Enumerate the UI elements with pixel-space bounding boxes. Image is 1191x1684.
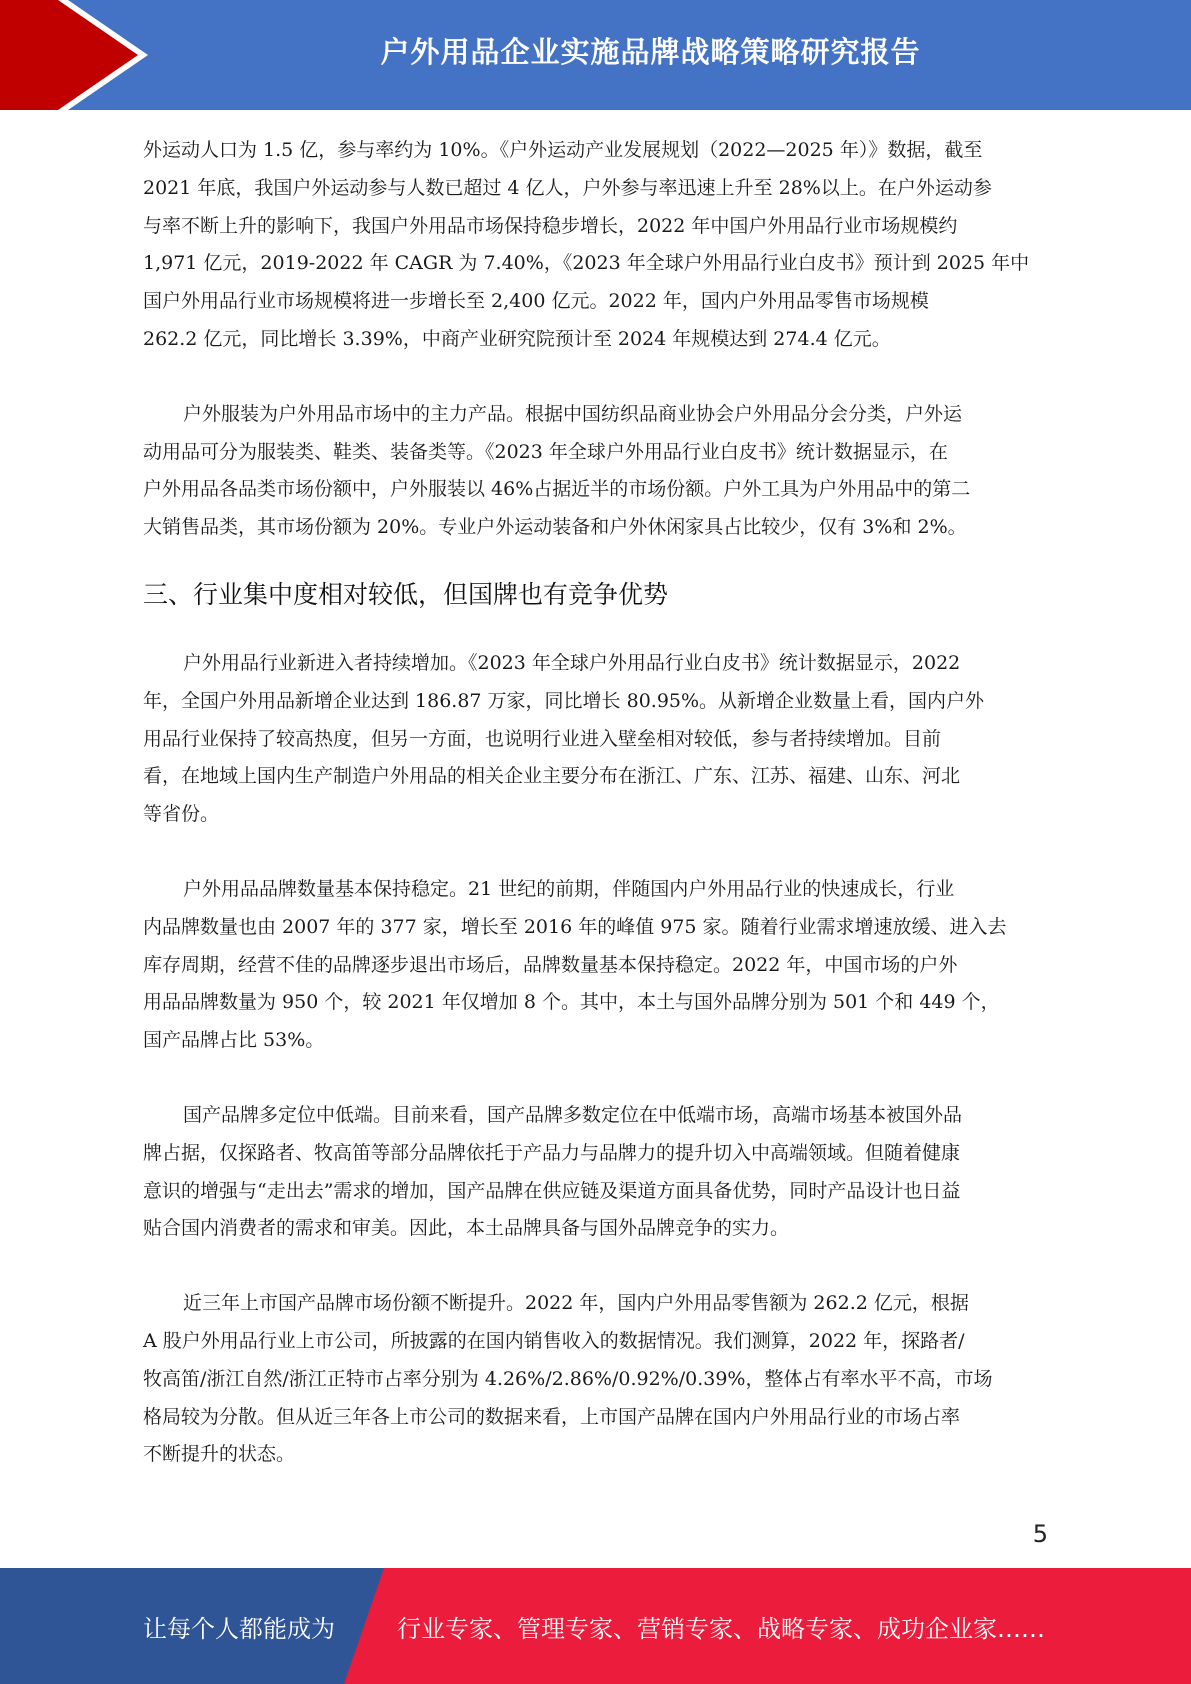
text-line: 等省份。 [143, 803, 220, 826]
text-line: 近三年上市国产品牌市场份额不断提升。2022 年，国内户外用品零售额为 262.2 亿元，根据 [183, 1292, 969, 1315]
text-line: A 股户外用品行业上市公司，所披露的在国内销售收入的数据情况。我们测算，2022 年，探路者/ [143, 1329, 965, 1352]
text-line: 贴合国内消费者的需求和审美。因此，本土品牌具备与国外品牌竞争的实力。 [143, 1217, 790, 1240]
text-line: 户外服装为户外用品市场中的主力产品。根据中国纺织品商业协会户外用品分会分类，户外运 [183, 402, 963, 425]
header-ribbon-icon [0, 0, 160, 110]
page-header [0, 0, 1191, 110]
paragraph-1 [143, 132, 1048, 359]
text-line: 库存周期，经营不佳的品牌逐步退出市场后，品牌数量基本保持稳定。2022 年，中国市场的户外 [143, 953, 958, 976]
text-line: 格局较为分散。但从近三年各上市公司的数据来看，上市国产品牌在国内户外用品行业的市场占率 [143, 1405, 961, 1428]
paragraph-6 [143, 1285, 1048, 1474]
paragraph-2 [143, 396, 1048, 547]
document-body [143, 132, 1048, 1474]
text-line: 用品品牌数量为 950 个，较 2021 年仅增加 8 个。其中，本土与国外品牌分别为 501 个和 449 个， [143, 991, 1000, 1014]
text-line: 用品行业保持了较高热度，但另一方面，也说明行业进入壁垒相对较低，参与者持续增加。目前 [143, 727, 942, 750]
text-line: 大销售品类，其市场份额为 20%。专业户外运动装备和户外休闲家具占比较少，仅有 3%和 2%。 [143, 516, 967, 539]
text-line: 看，在地域上国内生产制造户外用品的相关企业主要分布在浙江、广东、江苏、福建、山东、河北 [143, 765, 961, 788]
text-line: 不断提升的状态。 [143, 1443, 296, 1466]
text-line: 牧高笛/浙江自然/浙江正特市占率分别为 4.26%/2.86%/0.92%/0.39%，整体占有率水平不高，市场 [143, 1367, 993, 1390]
paragraph-5 [143, 1097, 1048, 1248]
paragraph-4 [143, 871, 1048, 1060]
text-line: 户外用品品牌数量基本保持稳定。21 世纪的前期，伴随国内户外用品行业的快速成长，行业 [183, 877, 955, 900]
paragraph-3 [143, 645, 1048, 834]
text-line: 国产品牌多定位中低端。目前来看，国产品牌多数定位在中低端市场，高端市场基本被国外品 [183, 1103, 963, 1126]
page-number: 5 [1032, 1520, 1048, 1548]
text-line: 动用品可分为服装类、鞋类、装备类等。《2023 年全球户外用品行业白皮书》统计数据显示，在 [143, 440, 948, 463]
report-title: 户外用品企业实施品牌战略策略研究报告 [380, 34, 921, 69]
text-line: 牌占据，仅探路者、牧高笛等部分品牌依托于产品力与品牌力的提升切入中高端领域。但随着健康 [143, 1141, 961, 1164]
footer-slogan-left: 让每个人都能成为 [143, 1614, 335, 1643]
text-line: 户外用品各品类市场份额中，户外服装以 46%占据近半的市场份额。户外工具为户外用品中的第二 [143, 478, 971, 501]
text-line: 内品牌数量也由 2007 年的 377 家，增长至 2016 年的峰值 975 家。随着行业需求增速放缓、进入去 [143, 915, 1007, 938]
text-line: 年，全国户外用品新增企业达到 186.87 万家，同比增长 80.95%。从新增企业数量上看，国内户外 [143, 689, 985, 712]
text-line: 262.2 亿元，同比增长 3.39%，中商产业研究院预计至 2024 年规模达到 274.4 亿元。 [143, 327, 891, 350]
text-line: 户外用品行业新进入者持续增加。《2023 年全球户外用品行业白皮书》统计数据显示，2022 [183, 651, 961, 674]
text-line: 意识的增强与“走出去”需求的增加，国产品牌在供应链及渠道方面具备优势，同时产品设计也日益 [143, 1179, 961, 1202]
text-line: 与率不断上升的影响下，我国户外用品市场保持稳步增长，2022 年中国户外用品行业市场规模约 [143, 214, 958, 237]
section-heading: 三、行业集中度相对较低，但国牌也有竞争优势 [143, 579, 669, 609]
text-line: 1,971 亿元，2019-2022 年 CAGR 为 7.40%，《2023 年全球户外用品行业白皮书》预计到 2025 年中 [143, 252, 1030, 275]
text-line: 国产品牌占比 53%。 [143, 1029, 325, 1052]
text-line: 国户外用品行业市场规模将进一步增长至 2,400 亿元。2022 年，国内户外用品零售市场规模 [143, 290, 929, 313]
footer-slogan-right: 行业专家、管理专家、营销专家、战略专家、成功企业家…… [397, 1614, 1045, 1643]
text-line: 外运动人口为 1.5 亿，参与率约为 10%。《户外运动产业发展规划（2022—2025 年）》数据，截至 [143, 139, 983, 161]
text-line: 2021 年底，我国户外运动参与人数已超过 4 亿人，户外参与率迅速上升至 28%以上。在户外运动参 [143, 176, 992, 199]
page-footer [0, 1568, 1191, 1684]
